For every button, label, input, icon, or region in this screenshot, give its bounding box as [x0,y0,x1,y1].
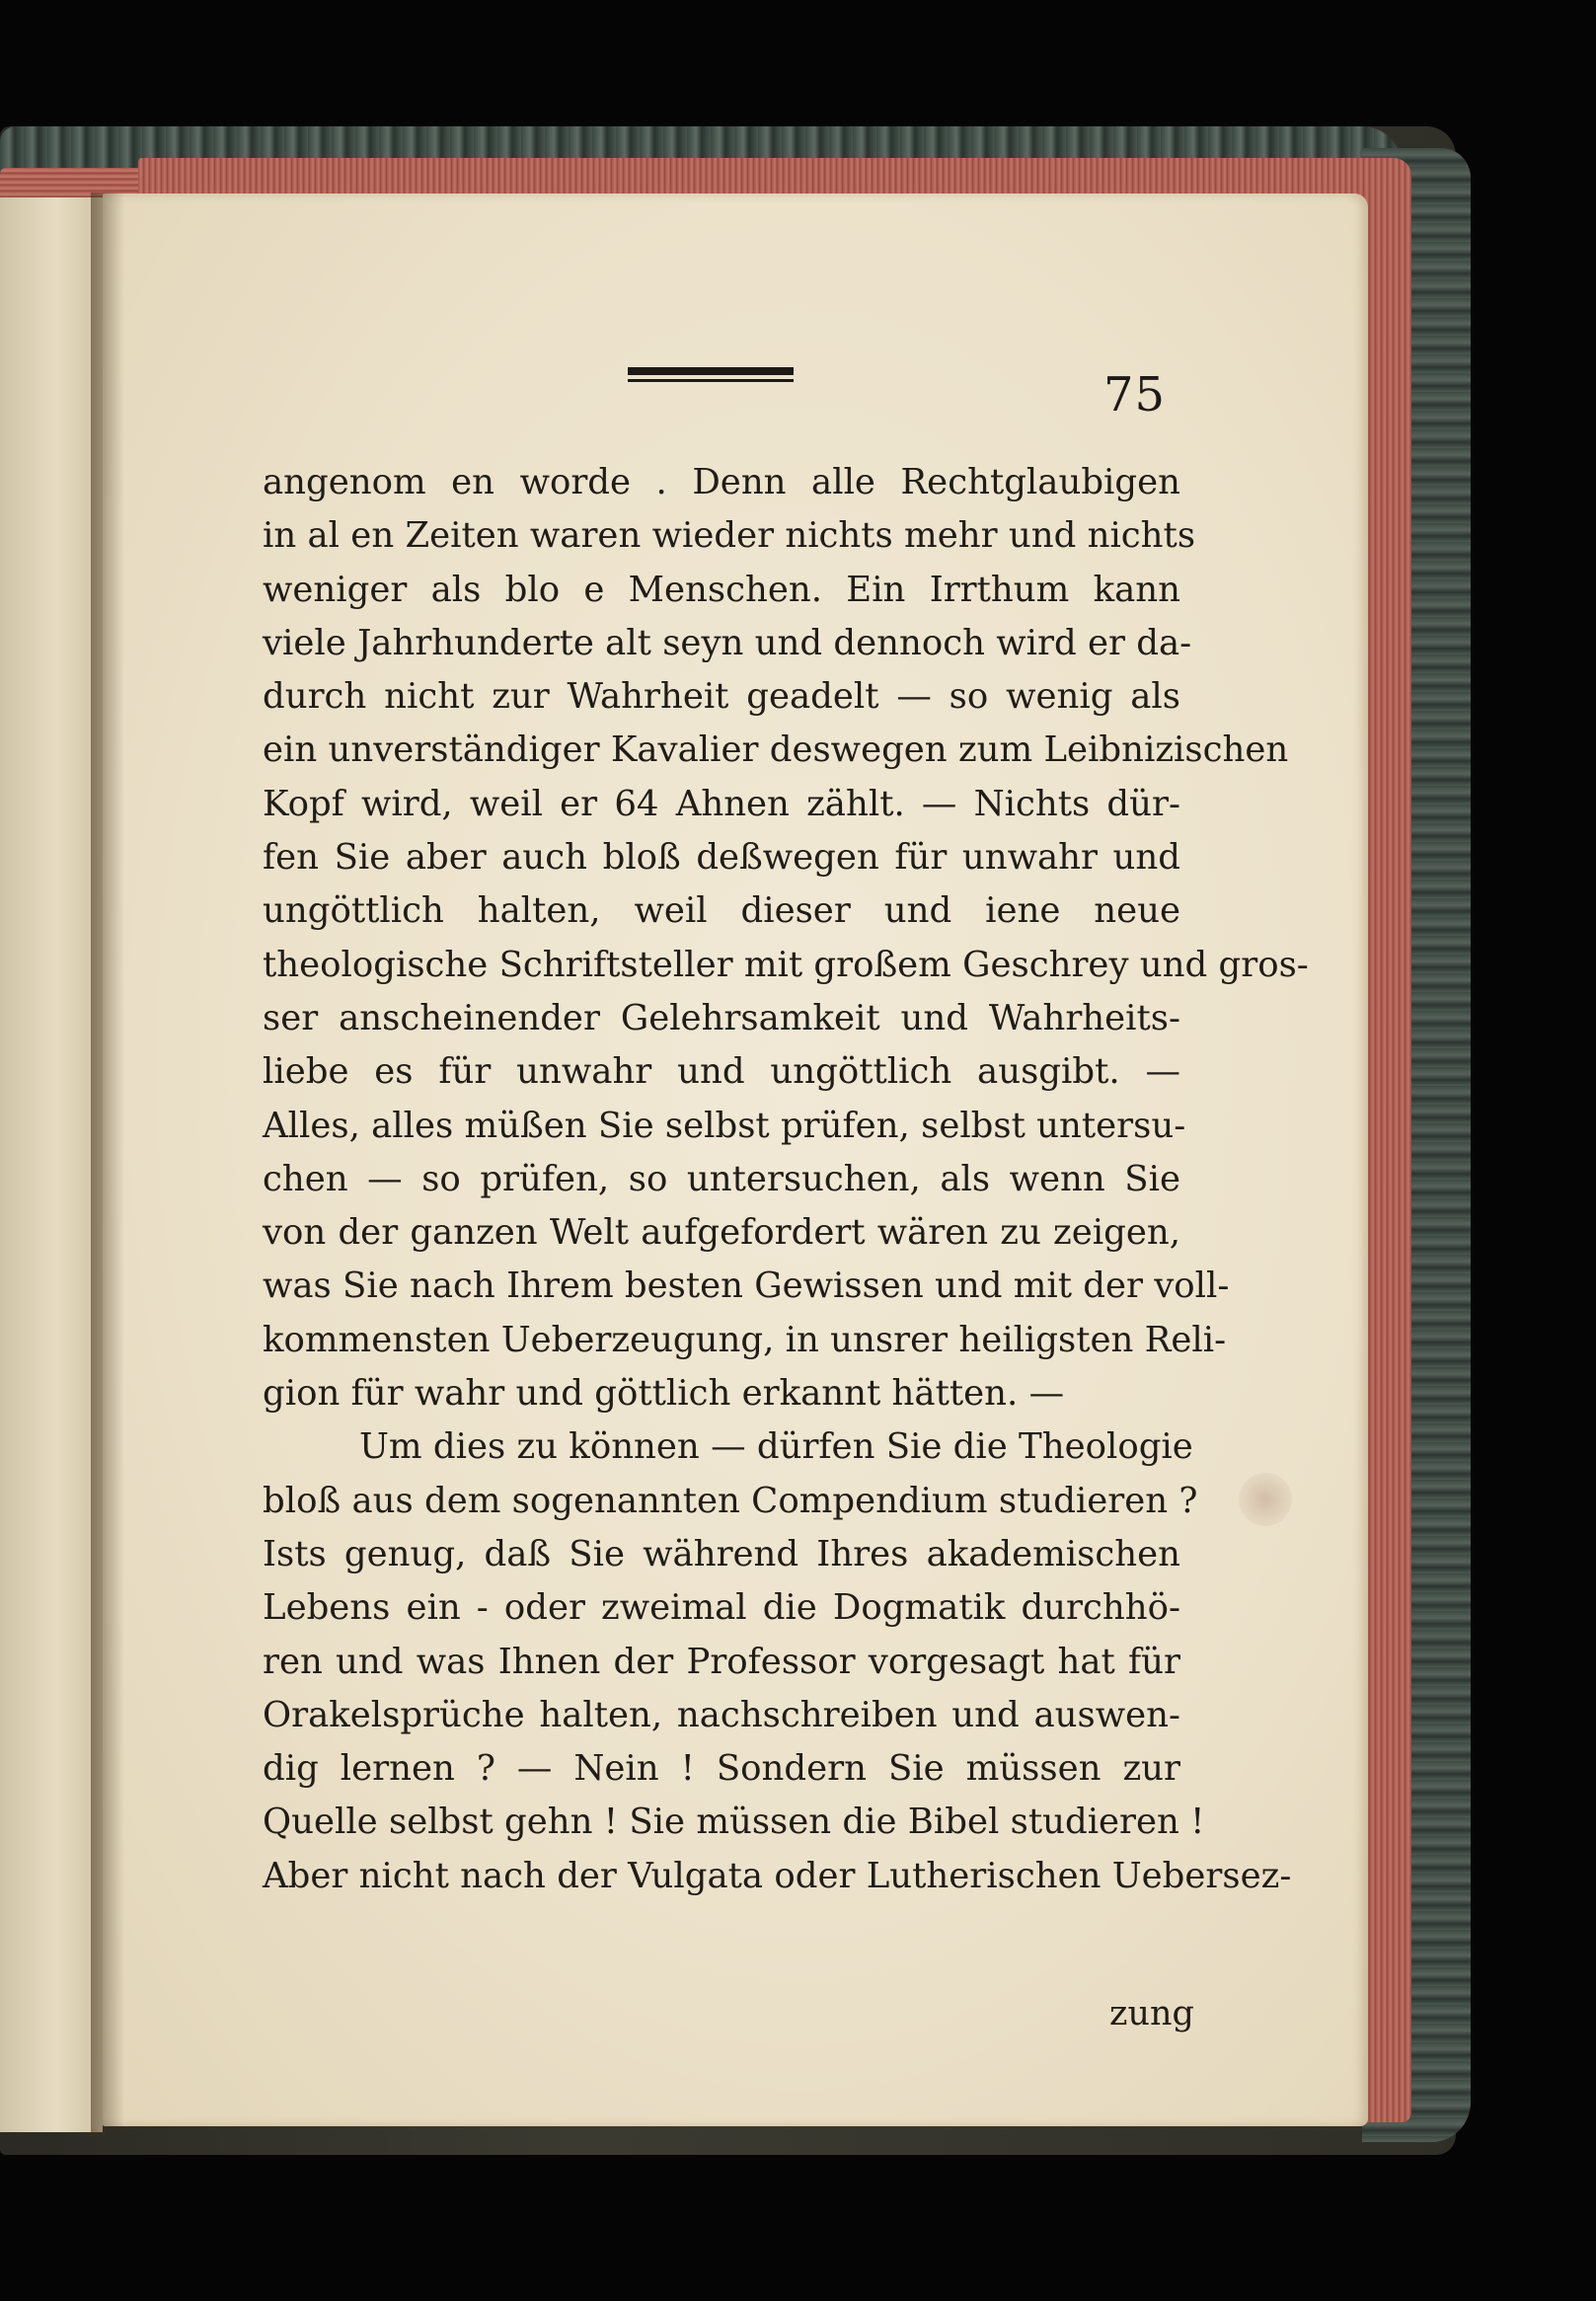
text-line: viele Jahrhunderte alt seyn und dennoch wird er da- [263,622,1192,663]
text-line: weniger als blo e Menschen. Ein Irrthum kann [263,569,1180,610]
text-line: ein unverständiger Kavalier deswegen zum Leibnizischen [263,729,1289,771]
header-rule-thick [628,367,794,375]
text-line: theologische Schriftsteller mit großem Geschrey und gros- [263,944,1309,985]
text-line: gion für wahr und göttlich erkannt hätten. — [263,1373,1065,1415]
text-line: ren und was Ihnen der Professor vorgesagt hat für [263,1641,1180,1682]
text-line: fen Sie aber auch bloß deßwegen für unwahr und [263,837,1180,879]
text-line: Alles, alles müßen Sie selbst prüfen, selbst untersu- [263,1105,1186,1146]
text-line: Kopf wird, weil er 64 Ahnen zählt. — Nichts dür- [263,783,1180,824]
body-text [263,456,1309,1903]
text-line: von der ganzen Welt aufgefordert wären zu zeigen, [263,1212,1180,1254]
text-line: kommensten Ueberzeugung, in unsrer heiligsten Reli- [263,1319,1227,1360]
text-line: bloß aus dem sogenannten Compendium studieren ? [263,1480,1198,1521]
text-line: liebe es für unwahr und ungöttlich ausgibt. — [263,1051,1180,1093]
text-line: ungöttlich halten, weil dieser und iene neue [263,890,1180,932]
header-rule [628,367,794,383]
gutter-shadow [91,192,124,2137]
text-line: Aber nicht nach der Vulgata oder Lutherischen Uebersez- [263,1855,1292,1896]
text-line: ser anscheinender Gelehrsamkeit und Wahrheits- [263,997,1180,1038]
text-line: durch nicht zur Wahrheit geadelt — so wenig als [263,676,1180,718]
header-rule-thin [628,379,794,382]
text-line: Um dies zu können — dürfen Sie die Theologie [359,1426,1193,1468]
text-line: Orakelsprüche halten, nachschreiben und auswen- [263,1694,1180,1735]
page-number: 75 [1103,367,1167,422]
facing-page [0,197,103,2132]
text-line: Quelle selbst gehn ! Sie müssen die Bibel studieren ! [263,1802,1205,1843]
text-line: chen — so prüfen, so untersuchen, als wenn Sie [263,1158,1180,1199]
page-stain [1239,1473,1292,1526]
text-line: Lebens ein - oder zweimal die Dogmatik durchhö- [263,1587,1180,1629]
catchword: zung [1109,1994,1194,2033]
text-line: angenom en worde . Denn alle Rechtglaubigen [263,462,1180,502]
text-line: dig lernen ? — Nein ! Sondern Sie müssen zur [263,1748,1180,1790]
text-line: Ists genug, daß Sie während Ihres akademischen [263,1533,1180,1574]
text-line: was Sie nach Ihrem besten Gewissen und mit der voll- [263,1266,1230,1307]
text-line: in al en Zeiten waren wieder nichts mehr und nichts [263,515,1196,557]
